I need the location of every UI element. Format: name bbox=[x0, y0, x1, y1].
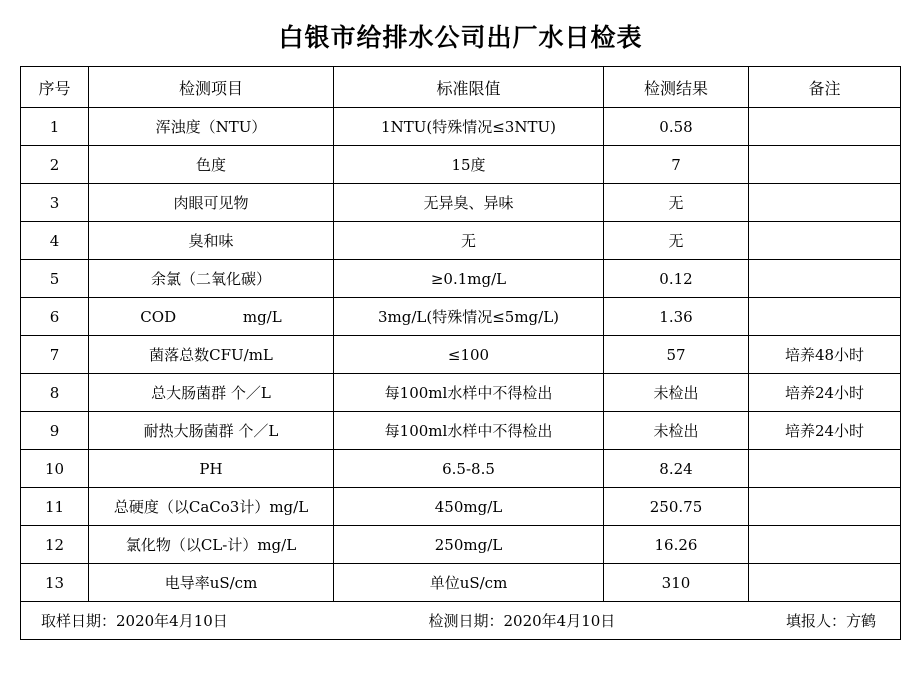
cell-result: 未检出 bbox=[604, 412, 749, 450]
cell-item: 总硬度（以CaCo3计）mg/L bbox=[89, 488, 334, 526]
cell-note bbox=[749, 526, 901, 564]
table-row bbox=[21, 526, 901, 564]
cell-note bbox=[749, 108, 901, 146]
cell-result: 250.75 bbox=[604, 488, 749, 526]
cell-no: 11 bbox=[21, 488, 89, 526]
table-row bbox=[21, 412, 901, 450]
cell-item: 肉眼可见物 bbox=[89, 184, 334, 222]
cell-result: 16.26 bbox=[604, 526, 749, 564]
cell-no: 6 bbox=[21, 298, 89, 336]
cell-note bbox=[749, 564, 901, 602]
cell-no: 9 bbox=[21, 412, 89, 450]
cell-no: 13 bbox=[21, 564, 89, 602]
table-header-row bbox=[21, 67, 901, 108]
table-row bbox=[21, 488, 901, 526]
table-row bbox=[21, 146, 901, 184]
table-row bbox=[21, 108, 901, 146]
table-row bbox=[21, 450, 901, 488]
cell-limit: 6.5-8.5 bbox=[334, 450, 604, 488]
test-date: 检测日期：2020年4月10日 bbox=[428, 612, 616, 630]
cell-result: 无 bbox=[604, 184, 749, 222]
table-row bbox=[21, 336, 901, 374]
cell-no: 2 bbox=[21, 146, 89, 184]
table-footer-row bbox=[21, 602, 901, 640]
cell-limit: 450mg/L bbox=[334, 488, 604, 526]
cell-no: 1 bbox=[21, 108, 89, 146]
footer-cell bbox=[21, 602, 901, 640]
cell-result: 1.36 bbox=[604, 298, 749, 336]
cell-result: 8.24 bbox=[604, 450, 749, 488]
header-result: 检测结果 bbox=[604, 67, 749, 108]
cell-note: 培养24小时 bbox=[749, 374, 901, 412]
cell-note: 培养24小时 bbox=[749, 412, 901, 450]
cell-note bbox=[749, 260, 901, 298]
cell-item: PH bbox=[89, 450, 334, 488]
cell-result: 无 bbox=[604, 222, 749, 260]
cell-item: 余氯（二氧化碳） bbox=[89, 260, 334, 298]
cell-no: 7 bbox=[21, 336, 89, 374]
cell-result: 57 bbox=[604, 336, 749, 374]
cell-item: 氯化物（以CL-计）mg/L bbox=[89, 526, 334, 564]
cell-item: 耐热大肠菌群 个／L bbox=[89, 412, 334, 450]
table-row bbox=[21, 260, 901, 298]
sampling-date: 取样日期：2020年4月10日 bbox=[41, 612, 228, 630]
header-item: 检测项目 bbox=[89, 67, 334, 108]
table-row bbox=[21, 564, 901, 602]
cell-note bbox=[749, 450, 901, 488]
cell-item: 电导率uS/cm bbox=[89, 564, 334, 602]
table-row bbox=[21, 184, 901, 222]
cell-limit: ≥0.1mg/L bbox=[334, 260, 604, 298]
cell-result: 0.12 bbox=[604, 260, 749, 298]
cell-result: 7 bbox=[604, 146, 749, 184]
cell-note bbox=[749, 184, 901, 222]
table-row bbox=[21, 298, 901, 336]
cell-note bbox=[749, 298, 901, 336]
cell-limit: 每100ml水样中不得检出 bbox=[334, 374, 604, 412]
cell-note: 培养48小时 bbox=[749, 336, 901, 374]
cell-note bbox=[749, 146, 901, 184]
cell-limit: 15度 bbox=[334, 146, 604, 184]
cell-item: 总大肠菌群 个／L bbox=[89, 374, 334, 412]
header-no: 序号 bbox=[21, 67, 89, 108]
table-row bbox=[21, 374, 901, 412]
cell-limit: ≤100 bbox=[334, 336, 604, 374]
cell-limit: 3mg/L(特殊情况≤5mg/L) bbox=[334, 298, 604, 336]
reporter: 填报人：方鹤 bbox=[785, 612, 876, 630]
water-quality-table bbox=[20, 66, 901, 640]
cell-no: 3 bbox=[21, 184, 89, 222]
cell-note bbox=[749, 488, 901, 526]
cell-item: 浑浊度（NTU） bbox=[89, 108, 334, 146]
cell-item: COD mg/L bbox=[89, 298, 334, 336]
cell-result: 310 bbox=[604, 564, 749, 602]
cell-no: 12 bbox=[21, 526, 89, 564]
cell-no: 4 bbox=[21, 222, 89, 260]
cell-result: 0.58 bbox=[604, 108, 749, 146]
header-note: 备注 bbox=[749, 67, 901, 108]
cell-no: 5 bbox=[21, 260, 89, 298]
cell-limit: 单位uS/cm bbox=[334, 564, 604, 602]
cell-no: 8 bbox=[21, 374, 89, 412]
cell-item: 菌落总数CFU/mL bbox=[89, 336, 334, 374]
cell-note bbox=[749, 222, 901, 260]
cell-limit: 无异臭、异味 bbox=[334, 184, 604, 222]
cell-result: 未检出 bbox=[604, 374, 749, 412]
cell-no: 10 bbox=[21, 450, 89, 488]
cell-limit: 250mg/L bbox=[334, 526, 604, 564]
cell-item: 色度 bbox=[89, 146, 334, 184]
page-title: 白银市给排水公司出厂水日检表 bbox=[278, 23, 643, 52]
table-row bbox=[21, 222, 901, 260]
cell-limit: 每100ml水样中不得检出 bbox=[334, 412, 604, 450]
cell-item: 臭和味 bbox=[89, 222, 334, 260]
cell-limit: 无 bbox=[334, 222, 604, 260]
cell-limit: 1NTU(特殊情况≤3NTU) bbox=[334, 108, 604, 146]
header-limit: 标准限值 bbox=[334, 67, 604, 108]
